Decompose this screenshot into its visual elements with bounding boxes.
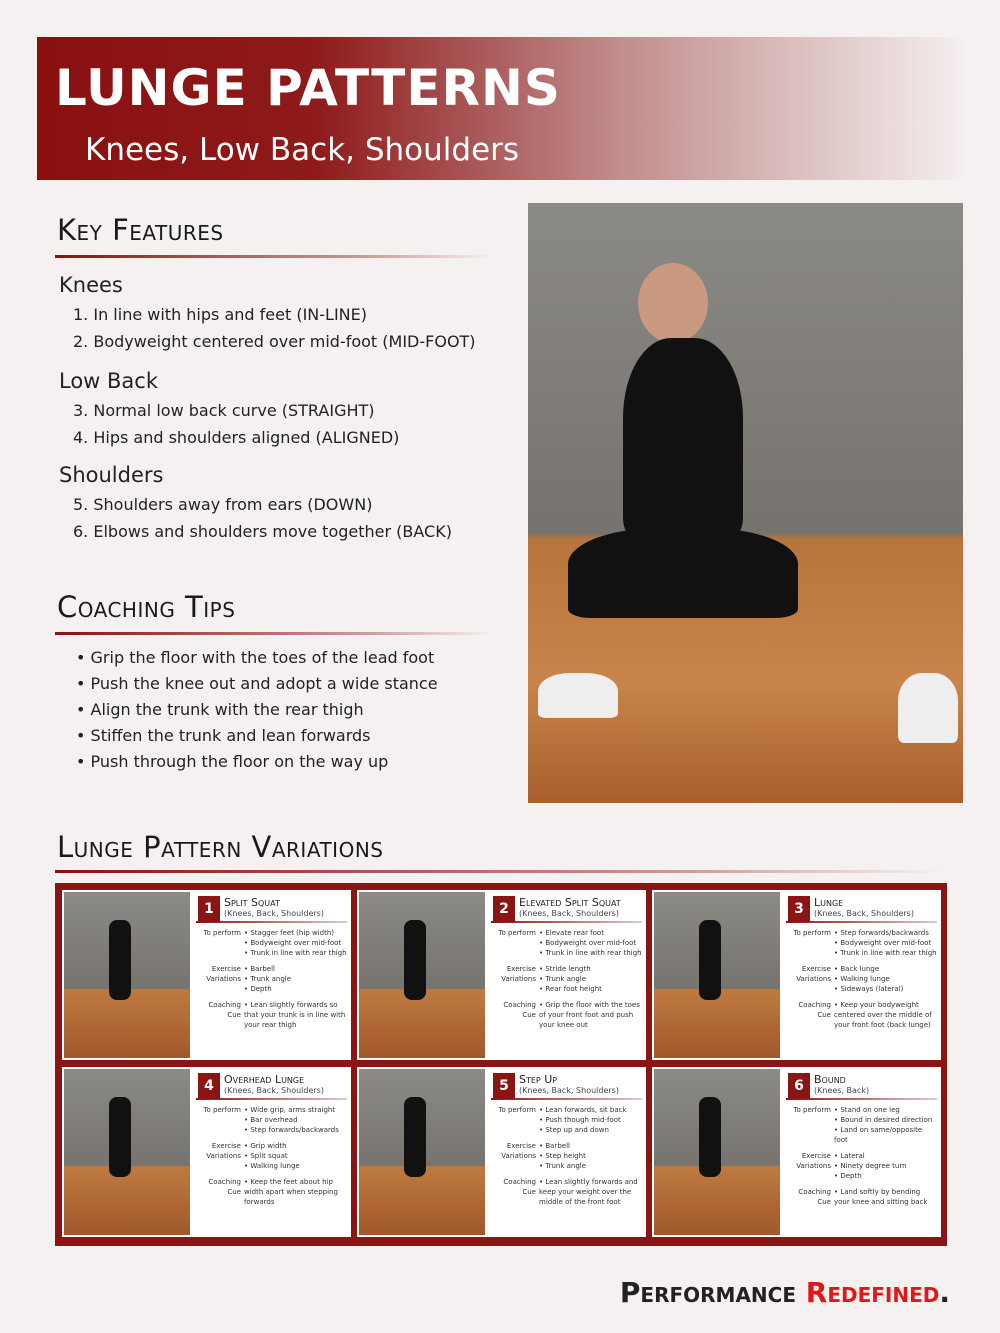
label: To perform [203, 929, 241, 937]
variation-detail: • Trunk angle [539, 1162, 587, 1170]
feature-item: 2. Bodyweight centered over mid-foot (MID-FOOT) [73, 332, 476, 351]
variation-detail: • Stagger feet (hip width) [244, 929, 334, 937]
label: Coaching Cue [503, 1178, 536, 1196]
divider [55, 870, 945, 873]
lunge-photo [528, 203, 963, 803]
variation-detail: • Back lunge [834, 965, 880, 973]
variation-number: 2 [493, 896, 515, 922]
variation-detail: • Walking lunge [244, 1162, 300, 1170]
variation-title: Split Squat [224, 896, 280, 909]
coaching-tips-heading: Coaching Tips [57, 590, 236, 624]
coaching-cue: • Keep your bodyweight centered over the middle of your front foot (back lunge) [834, 1001, 932, 1029]
variation-detail: • Trunk in line with rear thigh [539, 949, 642, 957]
variation-detail: • Trunk in line with rear thigh [834, 949, 937, 957]
variation-title: Lunge [814, 896, 844, 909]
coaching-cue: • Keep the feet about hip width apart when stepping forwards [244, 1178, 338, 1206]
variation-photo [357, 890, 487, 1060]
variation-detail: • Bodyweight over mid-foot [244, 939, 342, 947]
variation-detail: • Trunk angle [244, 975, 292, 983]
coaching-cue: • Lean slightly forwards and keep your weight over the middle of the front foot [539, 1178, 638, 1206]
title-banner [37, 37, 962, 180]
variation-title: Elevated Split Squat [519, 896, 621, 909]
variation-card [62, 890, 351, 1060]
variation-detail: • Stride length [539, 965, 591, 973]
variation-detail: • Stand on one leg [834, 1106, 900, 1114]
variation-number: 1 [198, 896, 220, 922]
variation-detail: • Step up and down [539, 1126, 609, 1134]
coaching-cue: • Lean slightly forwards so that your trunk is in line with your rear thigh [244, 1001, 346, 1029]
variation-card [62, 1067, 351, 1237]
coaching-tip: • Push through the floor on the way up [76, 752, 389, 771]
variation-detail: • Rear foot height [539, 985, 602, 993]
variation-detail: • Wide grip, arms straight [244, 1106, 336, 1114]
variations-grid [55, 883, 947, 1246]
variations-heading: Lunge Pattern Variations [57, 830, 384, 864]
variation-number: 4 [198, 1073, 220, 1099]
variation-subtitle: (Knees, Back, Shoulders) [814, 909, 914, 918]
variation-detail: • Bodyweight over mid-foot [834, 939, 932, 947]
coaching-cue: • Land softly by bending your knee and sitting back [834, 1188, 928, 1206]
label: Coaching Cue [798, 1188, 831, 1206]
variation-subtitle: (Knees, Back, Shoulders) [519, 1086, 619, 1095]
divider [55, 255, 495, 258]
variation-number: 3 [788, 896, 810, 922]
divider [55, 632, 495, 635]
label: Exercise Variations [796, 1152, 831, 1170]
variation-detail: • Elevate rear foot [539, 929, 604, 937]
feature-item: 6. Elbows and shoulders move together (BACK) [73, 522, 452, 541]
variation-detail: • Land on same/opposite foot [834, 1126, 923, 1144]
feature-group-title: Knees [59, 273, 123, 297]
label: To perform [793, 929, 831, 937]
label: Exercise Variations [796, 965, 831, 983]
feature-item: 4. Hips and shoulders aligned (ALIGNED) [73, 428, 400, 447]
feature-group-title: Low Back [59, 369, 159, 393]
label: Coaching Cue [503, 1001, 536, 1019]
coaching-tip: • Grip the floor with the toes of the lead foot [76, 648, 435, 667]
variation-detail: • Lean forwards, sit back [539, 1106, 627, 1114]
page-title: LUNGE PATTERNS [55, 59, 561, 117]
variation-photo [652, 1067, 782, 1237]
variation-detail: • Walking lunge [834, 975, 890, 983]
variation-photo [62, 1067, 192, 1237]
variation-detail: • Depth [834, 1172, 862, 1180]
variation-subtitle: (Knees, Back, Shoulders) [519, 909, 619, 918]
variation-detail: • Depth [244, 985, 272, 993]
variation-subtitle: (Knees, Back, Shoulders) [224, 909, 324, 918]
label: Coaching Cue [208, 1178, 241, 1196]
feature-group-title: Shoulders [59, 463, 164, 487]
variation-subtitle: (Knees, Back) [814, 1086, 870, 1095]
variation-detail: • Grip width [244, 1142, 287, 1150]
label: Exercise Variations [501, 1142, 536, 1160]
coaching-tip: • Push the knee out and adopt a wide stance [76, 674, 438, 693]
variation-photo [652, 890, 782, 1060]
label: To perform [793, 1106, 831, 1114]
variation-detail: • Trunk in line with rear thigh [244, 949, 347, 957]
variation-detail: • Barbell [244, 965, 275, 973]
feature-item: 3. Normal low back curve (STRAIGHT) [73, 401, 375, 420]
label: Exercise Variations [501, 965, 536, 983]
variation-title: Bound [814, 1073, 846, 1086]
variation-detail: • Bar overhead [244, 1116, 298, 1124]
variation-detail: • Step height [539, 1152, 586, 1160]
label: Exercise Variations [206, 965, 241, 983]
variation-photo [357, 1067, 487, 1237]
variation-number: 6 [788, 1073, 810, 1099]
variation-detail: • Push though mid-foot [539, 1116, 621, 1124]
label: Coaching Cue [798, 1001, 831, 1019]
variation-detail: • Step forwards/backwards [244, 1126, 339, 1134]
key-features-heading: Key Features [57, 213, 224, 247]
label: To perform [498, 1106, 536, 1114]
variation-detail: • Barbell [539, 1142, 570, 1150]
coaching-tip: • Stiffen the trunk and lean forwards [76, 726, 371, 745]
variation-detail: • Split squat [244, 1152, 288, 1160]
variation-subtitle: (Knees, Back, Shoulders) [224, 1086, 324, 1095]
variation-title: Step Up [519, 1073, 558, 1086]
variation-detail: • Lateral [834, 1152, 865, 1160]
variation-photo [62, 890, 192, 1060]
variation-detail: • Ninety degree turn [834, 1162, 907, 1170]
page-subtitle: Knees, Low Back, Shoulders [85, 132, 520, 168]
variation-detail: • Trunk angle [539, 975, 587, 983]
variation-card [357, 1067, 646, 1237]
variation-detail: • Step forwards/backwards [834, 929, 929, 937]
feature-item: 5. Shoulders away from ears (DOWN) [73, 495, 373, 514]
variation-detail: • Bound in desired direction [834, 1116, 933, 1124]
variation-number: 5 [493, 1073, 515, 1099]
variation-detail: • Sideways (lateral) [834, 985, 904, 993]
coaching-tip: • Align the trunk with the rear thigh [76, 700, 364, 719]
feature-item: 1. In line with hips and feet (IN-LINE) [73, 305, 367, 324]
label: To perform [203, 1106, 241, 1114]
label: To perform [498, 929, 536, 937]
variation-card [357, 890, 646, 1060]
variation-card [652, 890, 941, 1060]
variation-detail: • Bodyweight over mid-foot [539, 939, 637, 947]
label: Coaching Cue [208, 1001, 241, 1019]
footer-tagline: Performance Redefined. [619, 1276, 950, 1309]
label: Exercise Variations [206, 1142, 241, 1160]
variation-card [652, 1067, 941, 1237]
variation-title: Overhead Lunge [224, 1073, 305, 1086]
coaching-cue: • Grip the floor with the toes of your front foot and push your knee out [539, 1001, 640, 1029]
